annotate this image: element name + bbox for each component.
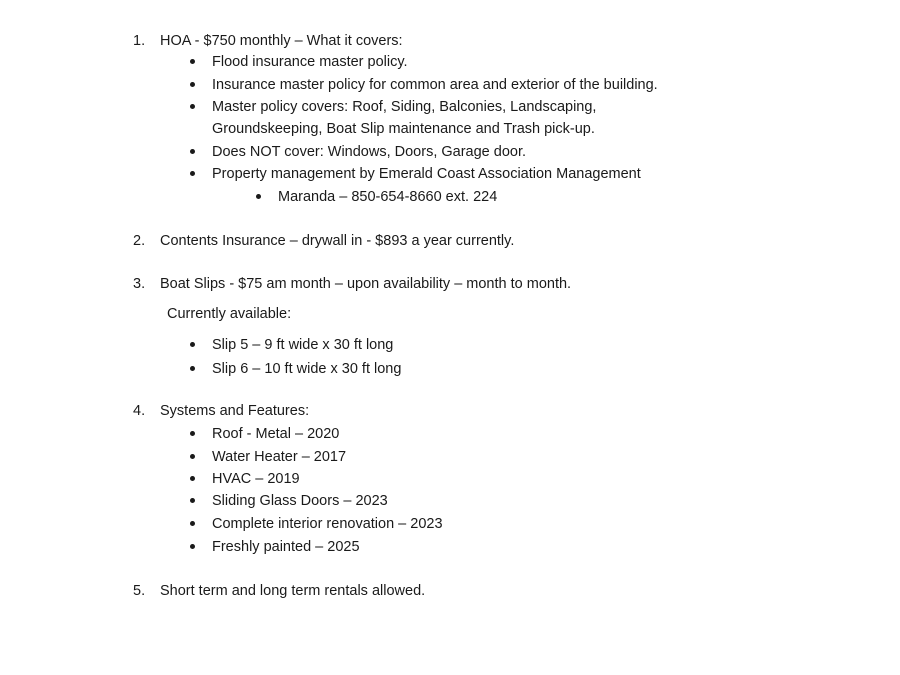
list-number: 1. [133,33,146,49]
bullet-item: Property management by Emerald Coast Association Management [212,166,641,182]
subheading: Currently available: [167,306,292,322]
bullet-icon [190,82,195,87]
bullet-icon [190,366,195,371]
bullet-item: Slip 6 – 10 ft wide x 30 ft long [212,361,402,377]
list-item-hoa: HOA - $750 monthly – What it covers: [160,33,403,49]
bullet-icon [190,59,195,64]
bullet-item: Freshly painted – 2025 [212,539,360,555]
bullet-item: Insurance master policy for common area and exterior of the building. [212,77,658,93]
bullet-icon [190,171,195,176]
list-item-systems-features: Systems and Features: [160,403,310,419]
bullet-icon [190,521,195,526]
bullet-item: Roof - Metal – 2020 [212,426,340,442]
bullet-icon [190,149,195,154]
bullet-item: HVAC – 2019 [212,471,300,487]
list-number: 2. [133,233,146,249]
list-number: 3. [133,276,146,292]
list-item-rentals: Short term and long term rentals allowed. [160,583,426,599]
bullet-item: Does NOT cover: Windows, Doors, Garage door. [212,144,527,160]
bullet-item: Sliding Glass Doors – 2023 [212,493,388,509]
list-item-contents-insurance: Contents Insurance – drywall in - $893 a year currently. [160,233,515,249]
list-number: 4. [133,403,146,419]
bullet-item-continuation: Groundskeeping, Boat Slip maintenance and Trash pick-up. [212,121,595,137]
bullet-icon [190,454,195,459]
bullet-item: Slip 5 – 9 ft wide x 30 ft long [212,337,394,353]
bullet-item: Water Heater – 2017 [212,449,347,465]
bullet-icon [190,104,195,109]
list-number: 5. [133,583,146,599]
bullet-item: Complete interior renovation – 2023 [212,516,443,532]
bullet-icon [256,194,261,199]
sub-bullet-item: Maranda – 850-654-8660 ext. 224 [278,189,498,205]
bullet-item: Master policy covers: Roof, Siding, Balconies, Landscaping, [212,99,597,115]
bullet-item: Flood insurance master policy. [212,54,408,70]
bullet-icon [190,476,195,481]
bullet-icon [190,431,195,436]
bullet-icon [190,342,195,347]
list-item-boat-slips: Boat Slips - $75 am month – upon availability – month to month. [160,276,572,292]
bullet-icon [190,498,195,503]
bullet-icon [190,544,195,549]
